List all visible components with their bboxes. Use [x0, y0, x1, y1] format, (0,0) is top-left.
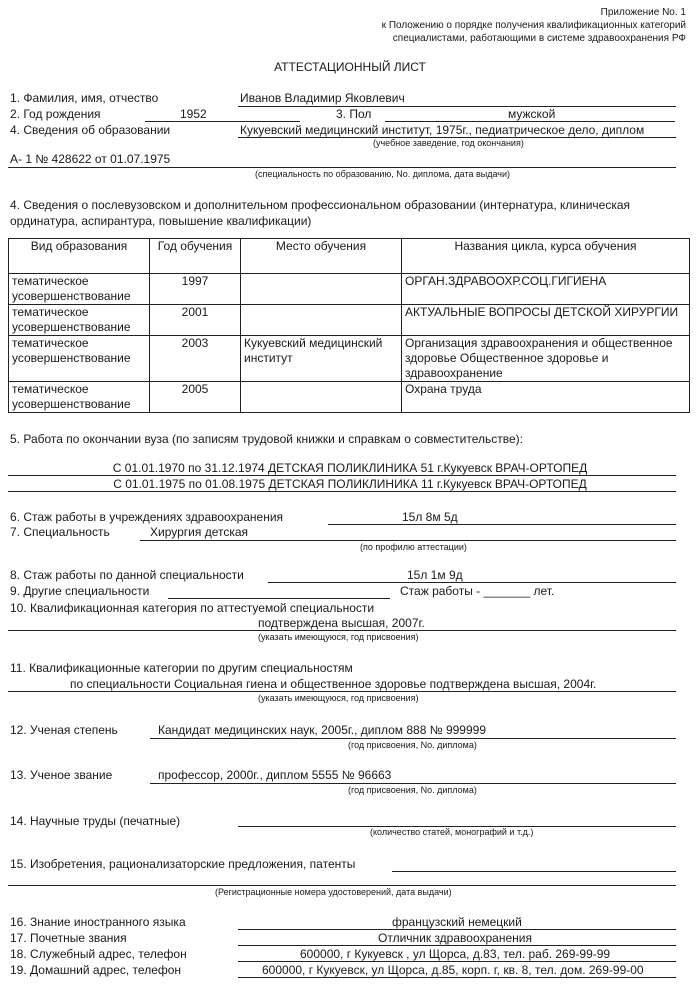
item-10-underline	[8, 630, 676, 631]
item-19-underline	[238, 977, 676, 978]
cell-year: 2001	[150, 305, 241, 336]
item-15-underline	[392, 871, 676, 872]
cell-year: 2003	[150, 336, 241, 382]
item-9-stazh: Стаж работы - _______ лет.	[400, 584, 555, 598]
job-entry: С 01.01.1970 по 31.12.1974 ДЕТСКАЯ ПОЛИКЛИНИКА 51 г.Кукуевск ВРАЧ-ОРТОПЕД	[112, 461, 588, 475]
item-18-value: 600000, г Кукуевск , ул Щорса, д.83, тел. раб. 269-99-99	[300, 947, 611, 961]
field-4-value: Кукуевский медицинский институт, 1975г., педиатрическое дело, диплом	[240, 123, 645, 137]
item-8-value: 15л 1м 9д	[407, 568, 463, 582]
section-5-heading: 5. Работа по окончании вуза (по записям трудовой книжки и справкам о совместительстве):	[10, 432, 524, 446]
cell-place	[241, 274, 402, 305]
item-8-label: 8. Стаж работы по данной специальности	[10, 568, 244, 582]
field-2-label: 2. Год рождения	[10, 107, 101, 121]
item-15-hint: (Регистрационные номера удостоверений, дата выдачи)	[215, 887, 452, 897]
job-underline	[8, 491, 676, 492]
item-12-value: Кандидат медицинских наук, 2005г., диплом 888 № 999999	[158, 723, 486, 737]
item-7-hint: (по профилю аттестации)	[360, 542, 467, 552]
job-underline	[8, 475, 676, 476]
education-table	[8, 238, 690, 413]
table-row	[9, 336, 690, 382]
item-17-label: 17. Почетные звания	[10, 931, 127, 945]
table-row	[9, 382, 690, 413]
section-4-heading-line1: 4. Сведения о послевузовском и дополнительном профессиональном образовании (интернатура, клиническая	[10, 198, 631, 212]
item-6-underline	[328, 524, 676, 525]
appendix-number: Приложение No. 1	[600, 7, 686, 18]
item-11-hint: (указать имеющуюся, год присвоения)	[258, 693, 419, 703]
cell-kind: тематическое усовершенствование	[9, 382, 150, 413]
cell-course: АКТУАЛЬНЫЕ ВОПРОСЫ ДЕТСКОЙ ХИРУРГИИ	[402, 305, 690, 336]
item-6-value: 15л 8м 5д	[402, 510, 458, 524]
field-4-underline2	[8, 167, 676, 168]
item-10-value: подтверждена высшая, 2007г.	[258, 616, 425, 630]
table-row	[9, 274, 690, 305]
item-9-underline	[168, 598, 390, 599]
item-10-label: 10. Квалификационная категория по аттестуемой специальности	[10, 601, 375, 615]
item-8-underline	[268, 582, 676, 583]
field-1-label: 1. Фамилия, имя, отчество	[10, 91, 159, 105]
cell-course: Организация здравоохранения и общественное здоровье Общественное здоровье и здравоохранение	[402, 336, 690, 382]
item-15-label: 15. Изобретения, рационализаторские предложения, патенты	[10, 857, 356, 871]
item-11-underline	[8, 691, 676, 692]
item-7-underline	[140, 540, 676, 541]
item-16-underline	[238, 929, 676, 930]
item-16-value: французский немецкий	[392, 915, 522, 929]
field-1-value: Иванов Владимир Яковлевич	[240, 91, 405, 105]
item-17-value: Отличник здравоохранения	[378, 931, 532, 945]
item-11-label: 11. Квалификационные категории по другим специальностям	[10, 661, 353, 675]
table-header-row	[9, 239, 690, 274]
item-16-label: 16. Знание иностранного языка	[10, 915, 186, 929]
field-4-label: 4. Сведения об образовании	[10, 123, 171, 137]
item-13-underline	[150, 783, 676, 784]
item-10-hint: (указать имеющуюся, год присвоения)	[258, 632, 419, 642]
item-13-label: 13. Ученое звание	[10, 768, 113, 782]
field-2-underline	[145, 121, 300, 122]
cell-kind: тематическое усовершенствование	[9, 336, 150, 382]
item-19-value: 600000, г Кукуевск, ул Щорса, д.85, корп. г, кв. 8, тел. дом. 269-99-00	[262, 963, 644, 977]
page-title: АТТЕСТАЦИОННЫЙ ЛИСТ	[274, 60, 426, 74]
job-entry: С 01.01.1975 по 01.08.1975 ДЕТСКАЯ ПОЛИКЛИНИКА 11 г.Кукуевск ВРАЧ-ОРТОПЕД	[113, 477, 587, 491]
cell-place	[241, 382, 402, 413]
field-2-value: 1952	[180, 107, 207, 121]
appendix-ref-line2: специалистами, работающими в системе здравоохранения РФ	[392, 33, 686, 44]
item-12-label: 12. Ученая степень	[10, 723, 118, 737]
cell-course: ОРГАН.ЗДРАВООХР.СОЦ.ГИГИЕНА	[402, 274, 690, 305]
item-7-value: Хирургия детская	[150, 525, 249, 539]
item-18-label: 18. Служебный адрес, телефон	[10, 947, 187, 961]
item-9-label: 9. Другие специальности	[10, 584, 150, 598]
field-4-hint: (учебное заведение, год окончания)	[373, 138, 524, 148]
cell-place	[241, 305, 402, 336]
field-4-value2: А- 1 № 428622 от 01.07.1975	[10, 152, 171, 166]
item-14-hint: (количество статей, монографий и т.д.)	[370, 827, 534, 837]
cell-course: Охрана труда	[402, 382, 690, 413]
cell-year: 2005	[150, 382, 241, 413]
column-header: Место обучения	[241, 239, 402, 274]
item-6-label: 6. Стаж работы в учреждениях здравоохранения	[10, 510, 284, 524]
column-header: Год обучения	[150, 239, 241, 274]
field-3-underline	[385, 121, 675, 122]
cell-year: 1997	[150, 274, 241, 305]
item-15-underline2	[8, 885, 676, 886]
item-14-label: 14. Научные труды (печатные)	[10, 814, 181, 828]
item-13-value: профессор, 2000г., диплом 5555 № 96663	[158, 768, 392, 782]
item-17-underline	[238, 945, 676, 946]
cell-place: Кукуевский медицинский институт	[241, 336, 402, 382]
item-13-hint: (год присвоения, No. диплома)	[348, 785, 477, 795]
cell-kind: тематическое усовершенствование	[9, 274, 150, 305]
appendix-ref-line1: к Положению о порядке получения квалификационных категорий	[381, 20, 686, 31]
item-18-underline	[238, 961, 676, 962]
item-11-value: по специальности Социальная гиена и общественное здоровье подтверждена высшая, 2004г.	[70, 677, 597, 691]
column-header: Вид образования	[9, 239, 150, 274]
cell-kind: тематическое усовершенствование	[9, 305, 150, 336]
table-row	[9, 305, 690, 336]
field-3-value: мужской	[508, 107, 556, 121]
section-4-heading-line2: ординатура, аспирантура, повышение квалификации)	[10, 214, 312, 228]
item-12-underline	[150, 738, 676, 739]
field-4-hint2: (специальность по образованию, No. диплома, дата выдачи)	[255, 169, 511, 179]
item-19-label: 19. Домашний адрес, телефон	[10, 963, 182, 977]
field-3-label: 3. Пол	[336, 107, 372, 121]
item-7-label: 7. Специальность	[10, 525, 110, 539]
field-1-underline	[238, 106, 676, 107]
item-12-hint: (год присвоения, No. диплома)	[348, 740, 477, 750]
column-header: Названия цикла, курса обучения	[402, 239, 690, 274]
